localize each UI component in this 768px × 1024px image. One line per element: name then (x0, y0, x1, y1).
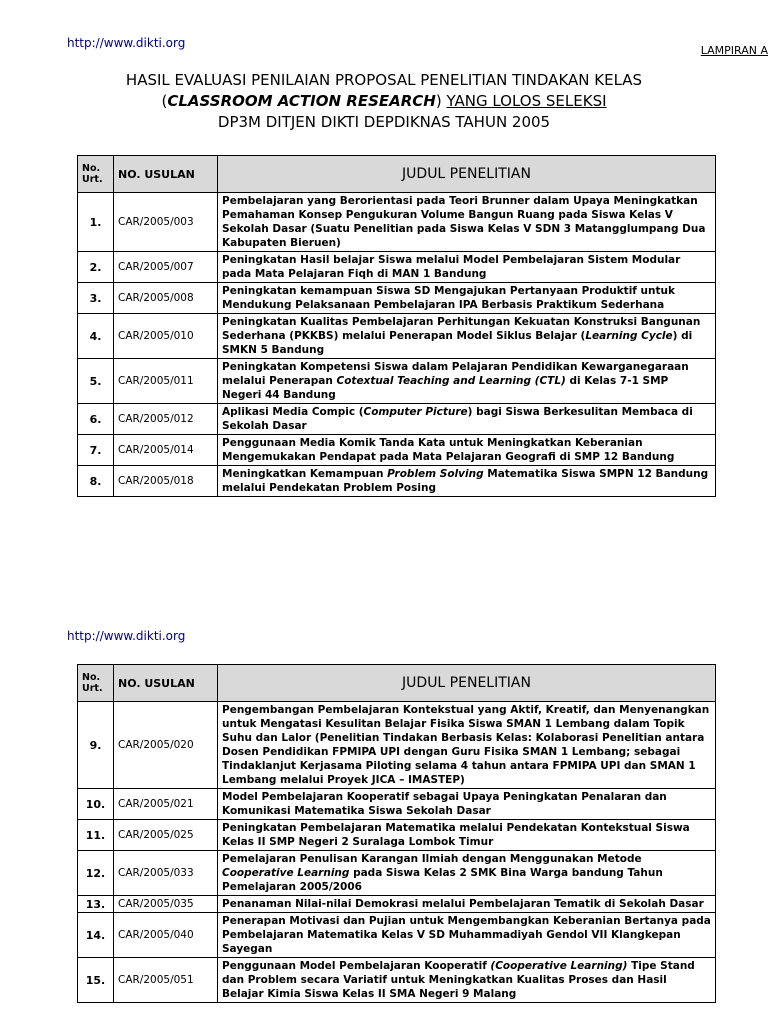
row-judul: Penerapan Motivasi dan Pujian untuk Mengembangkan Keberanian Bertanya pada Pembelajaran Matematika Kelas V SD Muhammadiyah Gendol VII Klangkepan Sayegan (218, 913, 716, 958)
row-usulan-code: CAR/2005/008 (114, 283, 218, 314)
row-number: 11. (78, 820, 114, 851)
row-judul: Penggunaan Media Komik Tanda Kata untuk Meningkatkan Keberanian Mengemukakan Pendapat pada Mata Pelajaran Geografi di SMP 12 Bandung (218, 435, 716, 466)
row-number: 9. (78, 702, 114, 789)
row-usulan-code: CAR/2005/014 (114, 435, 218, 466)
row-number: 13. (78, 896, 114, 913)
row-usulan-code: CAR/2005/035 (114, 896, 218, 913)
row-number: 15. (78, 958, 114, 1003)
table-row (78, 283, 716, 314)
row-judul: Peningkatan kemampuan Siswa SD Mengajukan Pertanyaan Produktif untuk Mendukung Pelaksanaan Pembelajaran IPA Berbasis Praktikum Sederhana (218, 283, 716, 314)
table-row (78, 702, 716, 789)
row-usulan-code: CAR/2005/051 (114, 958, 218, 1003)
title-line-2: (CLASSROOM ACTION RESEARCH) YANG LOLOS SELEKSI (161, 92, 607, 110)
row-number: 3. (78, 283, 114, 314)
footer-url-link[interactable]: http://www.dikti.org (67, 629, 186, 643)
row-number: 5. (78, 359, 114, 404)
row-number: 4. (78, 314, 114, 359)
row-number: 2. (78, 252, 114, 283)
table-row (78, 851, 716, 896)
table-row (78, 404, 716, 435)
row-number: 8. (78, 466, 114, 497)
row-judul: Meningkatkan Kemampuan Problem Solving Matematika Siswa SMPN 12 Bandung melalui Pendekatan Problem Posing (218, 466, 716, 497)
header-no-usulan: NO. USULAN (114, 665, 218, 702)
row-judul: Peningkatan Kompetensi Siswa dalam Pelajaran Pendidikan Kewarganegaraan melalui Penerapan Cotextual Teaching and Learning (CTL) di Kelas 7-1 SMP Negeri 44 Bandung (218, 359, 716, 404)
row-usulan-code: CAR/2005/040 (114, 913, 218, 958)
row-usulan-code: CAR/2005/012 (114, 404, 218, 435)
results-table-page-2 (77, 664, 716, 1003)
row-judul: Pengembangan Pembelajaran Kontekstual yang Aktif, Kreatif, dan Menyenangkan untuk Mengatasi Kesulitan Belajar Fisika Siswa SMAN 1 Lembang dalam Topik Suhu dan Lalor (Penelitian Tindakan Berbasis Kelas: Kolaborasi Penelitian antara Dosen Pendidikan FPMIPA UPI dengan Guru Fisika SMAN 1 Lembang; sebagai Tindaklanjut Kerjasama Piloting selama 4 tahun antara FPMIPA UPI dan SMAN 1 Lembang melalui Proyek JICA – IMASTEP) (218, 702, 716, 789)
row-judul: Peningkatan Pembelajaran Matematika melalui Pendekatan Kontekstual Siswa Kelas II SMP Negeri 2 Suralaga Lombok Timur (218, 820, 716, 851)
row-usulan-code: CAR/2005/007 (114, 252, 218, 283)
row-usulan-code: CAR/2005/020 (114, 702, 218, 789)
row-judul: Aplikasi Media Compic (Computer Picture) bagi Siswa Berkesulitan Membaca di Sekolah Dasar (218, 404, 716, 435)
table-row (78, 896, 716, 913)
row-number: 6. (78, 404, 114, 435)
row-usulan-code: CAR/2005/021 (114, 789, 218, 820)
document-title (0, 70, 768, 133)
row-judul: Model Pembelajaran Kooperatif sebagai Upaya Peningkatan Penalaran dan Komunikasi Matematika Siswa Sekolah Dasar (218, 789, 716, 820)
row-number: 14. (78, 913, 114, 958)
title-line-3: DP3M DITJEN DIKTI DEPDIKNAS TAHUN 2005 (217, 113, 551, 131)
row-judul: Pemelajaran Penulisan Karangan Ilmiah dengan Menggunakan Metode Cooperative Learning pada Siswa Kelas 2 SMK Bina Warga bandung Tahun Pemelajaran 2005/2006 (218, 851, 716, 896)
header-no-usulan: NO. USULAN (114, 156, 218, 193)
table-row (78, 193, 716, 252)
row-judul: Penanaman Nilai-nilai Demokrasi melalui Pembelajaran Tematik di Sekolah Dasar (218, 896, 716, 913)
row-number: 12. (78, 851, 114, 896)
table-row (78, 913, 716, 958)
row-judul: Peningkatan Kualitas Pembelajaran Perhitungan Kekuatan Konstruksi Bangunan Sederhana (PKKBS) melalui Penerapan Model Siklus Belajar (Learning Cycle) di SMKN 5 Bandung (218, 314, 716, 359)
row-usulan-code: CAR/2005/003 (114, 193, 218, 252)
table-row (78, 958, 716, 1003)
results-table-page-1 (77, 155, 716, 497)
row-usulan-code: CAR/2005/025 (114, 820, 218, 851)
row-usulan-code: CAR/2005/018 (114, 466, 218, 497)
header-no-urt: No. Urt. (78, 156, 114, 193)
table-row (78, 252, 716, 283)
header-judul-penelitian: JUDUL PENELITIAN (218, 665, 716, 702)
row-number: 10. (78, 789, 114, 820)
row-usulan-code: CAR/2005/010 (114, 314, 218, 359)
row-number: 1. (78, 193, 114, 252)
table-row (78, 359, 716, 404)
header-no-urt: No. Urt. (78, 665, 114, 702)
row-judul: Pembelajaran yang Berorientasi pada Teori Brunner dalam Upaya Meningkatkan Pemahaman Konsep Pengukuran Volume Bangun Ruang pada Siswa Kelas V Sekolah Dasar (Suatu Penelitian pada Siswa Kelas V SDN 3 Matangglumpang Dua Kabupaten Bieruen) (218, 193, 716, 252)
title-line-1: HASIL EVALUASI PENILAIAN PROPOSAL PENELITIAN TINDAKAN KELAS (125, 71, 643, 89)
header-url-link[interactable]: http://www.dikti.org (67, 36, 186, 50)
table-row (78, 789, 716, 820)
row-number: 7. (78, 435, 114, 466)
lampiran-label: LAMPIRAN A (700, 44, 768, 57)
row-usulan-code: CAR/2005/011 (114, 359, 218, 404)
table-row (78, 435, 716, 466)
table-row (78, 314, 716, 359)
row-usulan-code: CAR/2005/033 (114, 851, 218, 896)
table-row (78, 820, 716, 851)
header-judul-penelitian: JUDUL PENELITIAN (218, 156, 716, 193)
table-row (78, 466, 716, 497)
row-judul: Penggunaan Model Pembelajaran Kooperatif (Cooperative Learning) Tipe Stand dan Problem secara Variatif untuk Meningkatkan Kualitas Proses dan Hasil Belajar Kimia Siswa Kelas II SMA Negeri 9 Malang (218, 958, 716, 1003)
row-judul: Peningkatan Hasil belajar Siswa melalui Model Pembelajaran Sistem Modular pada Mata Pelajaran Fiqh di MAN 1 Bandung (218, 252, 716, 283)
